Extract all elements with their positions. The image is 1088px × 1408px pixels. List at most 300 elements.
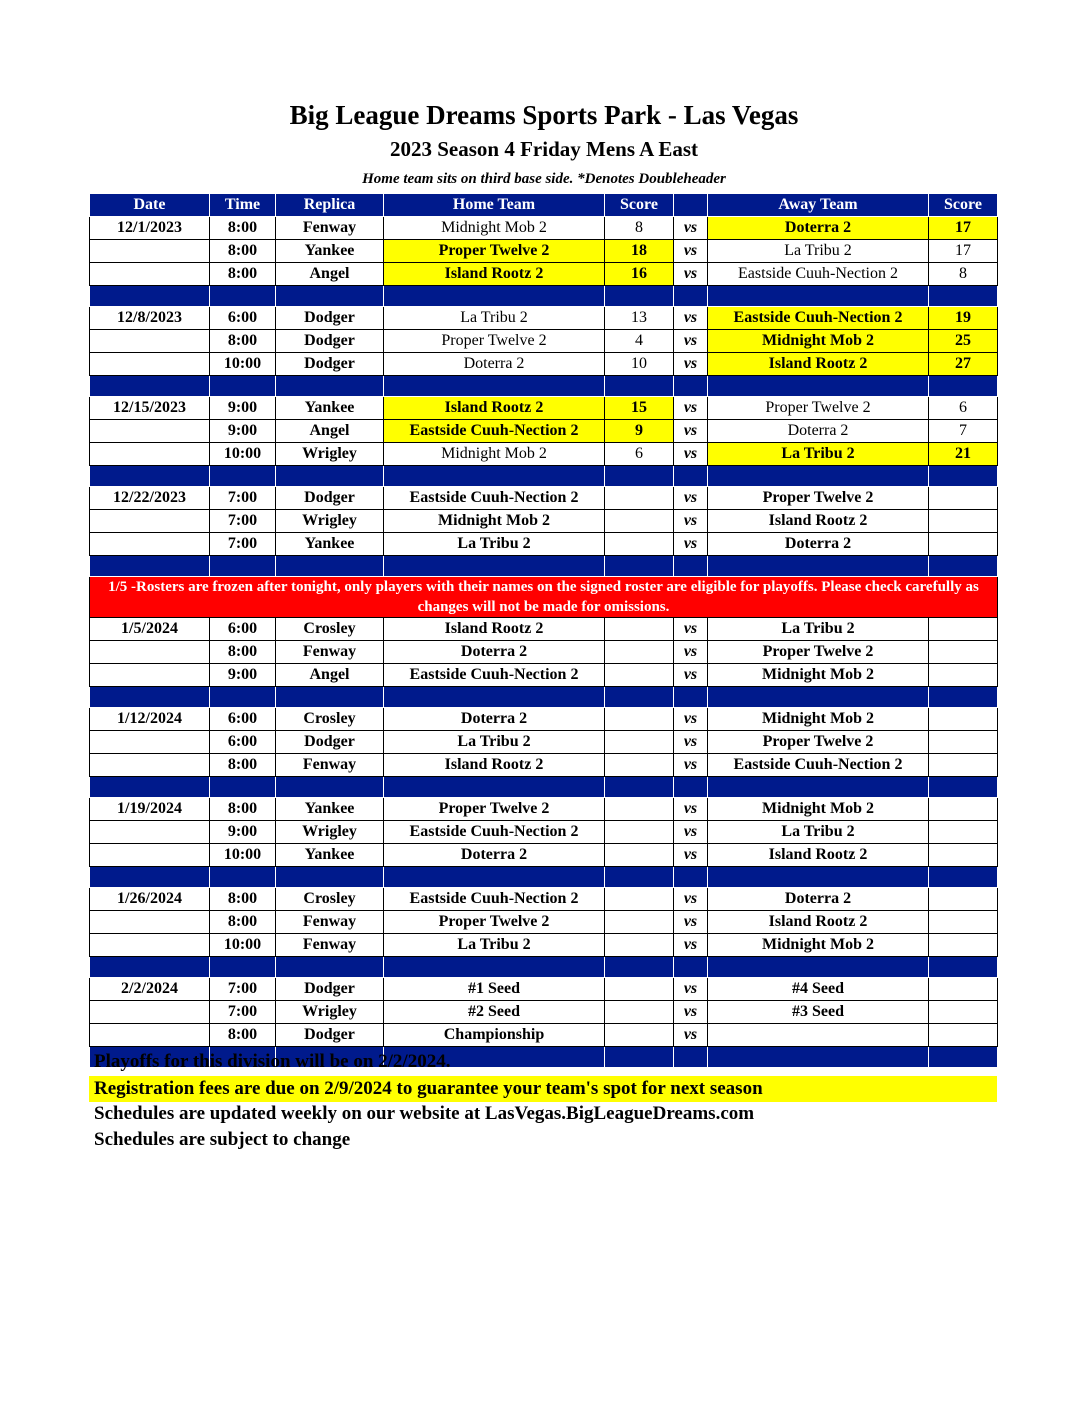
game-row bbox=[90, 217, 998, 240]
vs-label: vs bbox=[674, 1001, 708, 1024]
separator-cell bbox=[384, 466, 605, 487]
home-team: Island Rootz 2 bbox=[384, 263, 605, 286]
vs-label: vs bbox=[674, 217, 708, 240]
away-team bbox=[708, 1024, 929, 1047]
game-date bbox=[90, 754, 210, 777]
separator-cell bbox=[674, 466, 708, 487]
vs-label: vs bbox=[674, 397, 708, 420]
game-date bbox=[90, 664, 210, 687]
playoffs-note bbox=[89, 1051, 997, 1075]
game-field: Angel bbox=[276, 263, 384, 286]
separator-cell bbox=[384, 867, 605, 888]
game-row bbox=[90, 353, 998, 376]
game-date bbox=[90, 911, 210, 934]
separator-cell bbox=[210, 687, 276, 708]
schedule-table bbox=[89, 193, 998, 1068]
game-time: 7:00 bbox=[210, 487, 276, 510]
home-score bbox=[605, 934, 674, 957]
home-team: Midnight Mob 2 bbox=[384, 443, 605, 466]
away-score bbox=[929, 934, 998, 957]
col-vs bbox=[674, 194, 708, 217]
game-field: Fenway bbox=[276, 217, 384, 240]
game-row bbox=[90, 487, 998, 510]
away-score bbox=[929, 664, 998, 687]
game-date bbox=[90, 533, 210, 556]
away-team: Midnight Mob 2 bbox=[708, 708, 929, 731]
col-replica: Replica bbox=[276, 194, 384, 217]
game-row bbox=[90, 420, 998, 443]
separator-cell bbox=[605, 777, 674, 798]
home-score: 13 bbox=[605, 307, 674, 330]
vs-label: vs bbox=[674, 330, 708, 353]
vs-label: vs bbox=[674, 1024, 708, 1047]
game-date: 1/19/2024 bbox=[90, 798, 210, 821]
vs-label: vs bbox=[674, 844, 708, 867]
game-time: 10:00 bbox=[210, 934, 276, 957]
separator-cell bbox=[90, 376, 210, 397]
game-time: 6:00 bbox=[210, 618, 276, 641]
vs-label: vs bbox=[674, 641, 708, 664]
game-row bbox=[90, 664, 998, 687]
game-row bbox=[90, 1024, 998, 1047]
home-team: Island Rootz 2 bbox=[384, 754, 605, 777]
away-team: Midnight Mob 2 bbox=[708, 664, 929, 687]
vs-label: vs bbox=[674, 420, 708, 443]
away-team: La Tribu 2 bbox=[708, 618, 929, 641]
separator-cell bbox=[605, 687, 674, 708]
away-score: 21 bbox=[929, 443, 998, 466]
game-time: 7:00 bbox=[210, 510, 276, 533]
game-row bbox=[90, 641, 998, 664]
away-score bbox=[929, 731, 998, 754]
vs-label: vs bbox=[674, 487, 708, 510]
game-time: 8:00 bbox=[210, 911, 276, 934]
away-team: Island Rootz 2 bbox=[708, 844, 929, 867]
game-field: Crosley bbox=[276, 708, 384, 731]
separator-cell bbox=[929, 777, 998, 798]
away-score bbox=[929, 888, 998, 911]
game-time: 9:00 bbox=[210, 397, 276, 420]
vs-label: vs bbox=[674, 978, 708, 1001]
game-row bbox=[90, 330, 998, 353]
game-date: 12/8/2023 bbox=[90, 307, 210, 330]
home-team: Proper Twelve 2 bbox=[384, 798, 605, 821]
separator-cell bbox=[210, 466, 276, 487]
game-row bbox=[90, 1001, 998, 1024]
game-row bbox=[90, 798, 998, 821]
game-row bbox=[90, 821, 998, 844]
away-team: La Tribu 2 bbox=[708, 443, 929, 466]
page-title: Big League Dreams Sports Park - Las Vegas bbox=[289, 100, 799, 130]
col-away-team: Away Team bbox=[708, 194, 929, 217]
schedule-body bbox=[90, 217, 998, 1068]
separator-cell bbox=[929, 376, 998, 397]
separator-cell bbox=[210, 867, 276, 888]
website-note bbox=[89, 1103, 997, 1125]
game-row bbox=[90, 307, 998, 330]
game-field: Yankee bbox=[276, 397, 384, 420]
vs-label: vs bbox=[674, 307, 708, 330]
home-score: 10 bbox=[605, 353, 674, 376]
vs-label: vs bbox=[674, 911, 708, 934]
separator-cell bbox=[90, 466, 210, 487]
home-score bbox=[605, 754, 674, 777]
vs-label: vs bbox=[674, 708, 708, 731]
game-field: Fenway bbox=[276, 911, 384, 934]
home-team: #1 Seed bbox=[384, 978, 605, 1001]
away-team: Midnight Mob 2 bbox=[708, 330, 929, 353]
home-score bbox=[605, 1024, 674, 1047]
home-team: #2 Seed bbox=[384, 1001, 605, 1024]
home-team: La Tribu 2 bbox=[384, 533, 605, 556]
game-time: 7:00 bbox=[210, 1001, 276, 1024]
game-field: Fenway bbox=[276, 934, 384, 957]
game-row bbox=[90, 731, 998, 754]
away-score bbox=[929, 911, 998, 934]
game-date: 12/1/2023 bbox=[90, 217, 210, 240]
separator-cell bbox=[90, 286, 210, 307]
table-header-row bbox=[90, 194, 998, 217]
game-date: 12/15/2023 bbox=[90, 397, 210, 420]
game-field: Yankee bbox=[276, 240, 384, 263]
game-time: 8:00 bbox=[210, 217, 276, 240]
vs-label: vs bbox=[674, 664, 708, 687]
week-separator bbox=[90, 286, 998, 307]
game-row bbox=[90, 708, 998, 731]
away-team: Doterra 2 bbox=[708, 217, 929, 240]
game-date bbox=[90, 353, 210, 376]
game-time: 10:00 bbox=[210, 353, 276, 376]
vs-label: vs bbox=[674, 533, 708, 556]
playoffs-note-text: Playoffs for this division will be on 2/2/2024. bbox=[94, 1051, 451, 1072]
game-time: 10:00 bbox=[210, 844, 276, 867]
game-date: 1/5/2024 bbox=[90, 618, 210, 641]
separator-cell bbox=[674, 556, 708, 577]
game-time: 6:00 bbox=[210, 307, 276, 330]
home-score: 4 bbox=[605, 330, 674, 353]
home-score bbox=[605, 708, 674, 731]
game-time: 9:00 bbox=[210, 420, 276, 443]
away-score bbox=[929, 844, 998, 867]
game-time: 9:00 bbox=[210, 821, 276, 844]
week-separator bbox=[90, 957, 998, 978]
separator-cell bbox=[276, 687, 384, 708]
separator-cell bbox=[276, 777, 384, 798]
subject-note-text: Schedules are subject to change bbox=[94, 1129, 351, 1150]
separator-cell bbox=[90, 777, 210, 798]
separator-cell bbox=[384, 376, 605, 397]
game-field: Angel bbox=[276, 664, 384, 687]
game-field: Fenway bbox=[276, 754, 384, 777]
home-team: Doterra 2 bbox=[384, 641, 605, 664]
separator-cell bbox=[90, 556, 210, 577]
vs-label: vs bbox=[674, 731, 708, 754]
separator-cell bbox=[674, 867, 708, 888]
away-team: Proper Twelve 2 bbox=[708, 641, 929, 664]
separator-cell bbox=[929, 556, 998, 577]
game-field: Wrigley bbox=[276, 821, 384, 844]
week-separator bbox=[90, 867, 998, 888]
separator-cell bbox=[210, 777, 276, 798]
game-date bbox=[90, 263, 210, 286]
home-score: 8 bbox=[605, 217, 674, 240]
separator-cell bbox=[708, 687, 929, 708]
separator-cell bbox=[90, 687, 210, 708]
separator-cell bbox=[674, 286, 708, 307]
away-team: Eastside Cuuh-Nection 2 bbox=[708, 307, 929, 330]
home-team: Eastside Cuuh-Nection 2 bbox=[384, 664, 605, 687]
home-team: Midnight Mob 2 bbox=[384, 510, 605, 533]
game-field: Yankee bbox=[276, 844, 384, 867]
home-score bbox=[605, 1001, 674, 1024]
home-score: 18 bbox=[605, 240, 674, 263]
game-field: Dodger bbox=[276, 978, 384, 1001]
col-time: Time bbox=[210, 194, 276, 217]
away-score bbox=[929, 798, 998, 821]
away-score: 8 bbox=[929, 263, 998, 286]
away-score bbox=[929, 1001, 998, 1024]
home-score: 16 bbox=[605, 263, 674, 286]
page-subtitle: 2023 Season 4 Friday Mens A East bbox=[389, 137, 699, 161]
week-separator bbox=[90, 466, 998, 487]
home-score bbox=[605, 487, 674, 510]
away-team: Proper Twelve 2 bbox=[708, 731, 929, 754]
game-date bbox=[90, 934, 210, 957]
col-date: Date bbox=[90, 194, 210, 217]
schedule-note: Home team sits on third base side. *Denotes Doubleheader bbox=[362, 171, 726, 187]
separator-cell bbox=[210, 286, 276, 307]
game-date bbox=[90, 420, 210, 443]
game-time: 8:00 bbox=[210, 240, 276, 263]
away-team: Proper Twelve 2 bbox=[708, 487, 929, 510]
game-time: 7:00 bbox=[210, 978, 276, 1001]
game-field: Dodger bbox=[276, 330, 384, 353]
game-field: Fenway bbox=[276, 641, 384, 664]
game-date bbox=[90, 443, 210, 466]
separator-cell bbox=[708, 376, 929, 397]
game-date: 1/26/2024 bbox=[90, 888, 210, 911]
game-date bbox=[90, 844, 210, 867]
home-score bbox=[605, 731, 674, 754]
separator-cell bbox=[708, 466, 929, 487]
game-row bbox=[90, 978, 998, 1001]
game-field: Crosley bbox=[276, 888, 384, 911]
separator-cell bbox=[384, 957, 605, 978]
subject-note bbox=[89, 1129, 997, 1151]
separator-cell bbox=[276, 556, 384, 577]
home-team: Proper Twelve 2 bbox=[384, 911, 605, 934]
away-score bbox=[929, 510, 998, 533]
away-score: 19 bbox=[929, 307, 998, 330]
game-date: 2/2/2024 bbox=[90, 978, 210, 1001]
game-field: Wrigley bbox=[276, 1001, 384, 1024]
separator-cell bbox=[276, 286, 384, 307]
separator-cell bbox=[674, 957, 708, 978]
vs-label: vs bbox=[674, 240, 708, 263]
away-score: 27 bbox=[929, 353, 998, 376]
game-row bbox=[90, 934, 998, 957]
vs-label: vs bbox=[674, 798, 708, 821]
away-score bbox=[929, 618, 998, 641]
away-score bbox=[929, 754, 998, 777]
home-score bbox=[605, 888, 674, 911]
home-score bbox=[605, 533, 674, 556]
game-date bbox=[90, 330, 210, 353]
game-row bbox=[90, 263, 998, 286]
game-time: 9:00 bbox=[210, 664, 276, 687]
game-field: Dodger bbox=[276, 487, 384, 510]
separator-cell bbox=[276, 466, 384, 487]
home-score bbox=[605, 978, 674, 1001]
game-row bbox=[90, 618, 998, 641]
separator-cell bbox=[674, 687, 708, 708]
away-score: 17 bbox=[929, 240, 998, 263]
week-separator bbox=[90, 687, 998, 708]
away-score bbox=[929, 487, 998, 510]
game-field: Yankee bbox=[276, 533, 384, 556]
registration-note bbox=[89, 1076, 997, 1102]
game-time: 8:00 bbox=[210, 330, 276, 353]
game-time: 8:00 bbox=[210, 754, 276, 777]
away-team: Midnight Mob 2 bbox=[708, 798, 929, 821]
away-team: #4 Seed bbox=[708, 978, 929, 1001]
away-score: 6 bbox=[929, 397, 998, 420]
separator-cell bbox=[708, 777, 929, 798]
week-separator bbox=[90, 777, 998, 798]
vs-label: vs bbox=[674, 754, 708, 777]
game-row bbox=[90, 397, 998, 420]
separator-cell bbox=[674, 777, 708, 798]
game-field: Crosley bbox=[276, 618, 384, 641]
separator-cell bbox=[929, 867, 998, 888]
separator-cell bbox=[384, 556, 605, 577]
away-score bbox=[929, 1024, 998, 1047]
game-time: 8:00 bbox=[210, 798, 276, 821]
separator-cell bbox=[605, 466, 674, 487]
home-team: Doterra 2 bbox=[384, 844, 605, 867]
home-score: 6 bbox=[605, 443, 674, 466]
game-row bbox=[90, 510, 998, 533]
separator-cell bbox=[929, 687, 998, 708]
away-team: Eastside Cuuh-Nection 2 bbox=[708, 263, 929, 286]
away-team: Island Rootz 2 bbox=[708, 911, 929, 934]
vs-label: vs bbox=[674, 443, 708, 466]
away-score bbox=[929, 533, 998, 556]
vs-label: vs bbox=[674, 263, 708, 286]
vs-label: vs bbox=[674, 934, 708, 957]
game-date: 1/12/2024 bbox=[90, 708, 210, 731]
home-team: Midnight Mob 2 bbox=[384, 217, 605, 240]
separator-cell bbox=[384, 777, 605, 798]
vs-label: vs bbox=[674, 353, 708, 376]
away-score bbox=[929, 978, 998, 1001]
away-score: 25 bbox=[929, 330, 998, 353]
game-field: Yankee bbox=[276, 798, 384, 821]
separator-cell bbox=[276, 376, 384, 397]
home-team: Doterra 2 bbox=[384, 708, 605, 731]
separator-cell bbox=[90, 867, 210, 888]
game-time: 7:00 bbox=[210, 533, 276, 556]
game-field: Wrigley bbox=[276, 510, 384, 533]
away-team: Proper Twelve 2 bbox=[708, 397, 929, 420]
home-team: Eastside Cuuh-Nection 2 bbox=[384, 821, 605, 844]
home-score bbox=[605, 821, 674, 844]
game-date bbox=[90, 1001, 210, 1024]
separator-cell bbox=[210, 556, 276, 577]
separator-cell bbox=[90, 957, 210, 978]
separator-cell bbox=[384, 687, 605, 708]
registration-note-text: Registration fees are due on 2/9/2024 to guarantee your team's spot for next season bbox=[94, 1078, 763, 1099]
col-home-team: Home Team bbox=[384, 194, 605, 217]
away-team: Island Rootz 2 bbox=[708, 353, 929, 376]
week-separator bbox=[90, 556, 998, 577]
game-date bbox=[90, 821, 210, 844]
game-time: 8:00 bbox=[210, 1024, 276, 1047]
game-date bbox=[90, 1024, 210, 1047]
away-team: #3 Seed bbox=[708, 1001, 929, 1024]
separator-cell bbox=[708, 867, 929, 888]
game-row bbox=[90, 911, 998, 934]
home-team: Island Rootz 2 bbox=[384, 618, 605, 641]
game-date bbox=[90, 641, 210, 664]
home-score bbox=[605, 844, 674, 867]
home-score: 15 bbox=[605, 397, 674, 420]
home-score bbox=[605, 510, 674, 533]
game-field: Dodger bbox=[276, 731, 384, 754]
vs-label: vs bbox=[674, 821, 708, 844]
home-score: 9 bbox=[605, 420, 674, 443]
home-score bbox=[605, 641, 674, 664]
separator-cell bbox=[708, 957, 929, 978]
game-field: Wrigley bbox=[276, 443, 384, 466]
game-field: Dodger bbox=[276, 307, 384, 330]
game-row bbox=[90, 240, 998, 263]
away-team: Eastside Cuuh-Nection 2 bbox=[708, 754, 929, 777]
away-score bbox=[929, 821, 998, 844]
game-time: 6:00 bbox=[210, 708, 276, 731]
away-team: La Tribu 2 bbox=[708, 821, 929, 844]
separator-cell bbox=[210, 957, 276, 978]
game-date bbox=[90, 510, 210, 533]
away-team: Midnight Mob 2 bbox=[708, 934, 929, 957]
game-field: Dodger bbox=[276, 353, 384, 376]
away-score: 7 bbox=[929, 420, 998, 443]
away-score bbox=[929, 708, 998, 731]
game-date bbox=[90, 240, 210, 263]
home-team: Eastside Cuuh-Nection 2 bbox=[384, 888, 605, 911]
home-team: La Tribu 2 bbox=[384, 307, 605, 330]
game-row bbox=[90, 533, 998, 556]
game-field: Angel bbox=[276, 420, 384, 443]
roster-notice-row bbox=[90, 577, 998, 618]
website-note-text: Schedules are updated weekly on our website at LasVegas.BigLeagueDreams.com bbox=[94, 1103, 755, 1124]
game-time: 8:00 bbox=[210, 888, 276, 911]
separator-cell bbox=[210, 376, 276, 397]
away-team: Doterra 2 bbox=[708, 420, 929, 443]
game-time: 8:00 bbox=[210, 263, 276, 286]
separator-cell bbox=[605, 867, 674, 888]
separator-cell bbox=[929, 286, 998, 307]
game-row bbox=[90, 443, 998, 466]
game-row bbox=[90, 754, 998, 777]
away-team: Doterra 2 bbox=[708, 533, 929, 556]
home-score bbox=[605, 618, 674, 641]
game-date: 12/22/2023 bbox=[90, 487, 210, 510]
vs-label: vs bbox=[674, 618, 708, 641]
game-time: 8:00 bbox=[210, 641, 276, 664]
separator-cell bbox=[708, 556, 929, 577]
week-separator bbox=[90, 376, 998, 397]
